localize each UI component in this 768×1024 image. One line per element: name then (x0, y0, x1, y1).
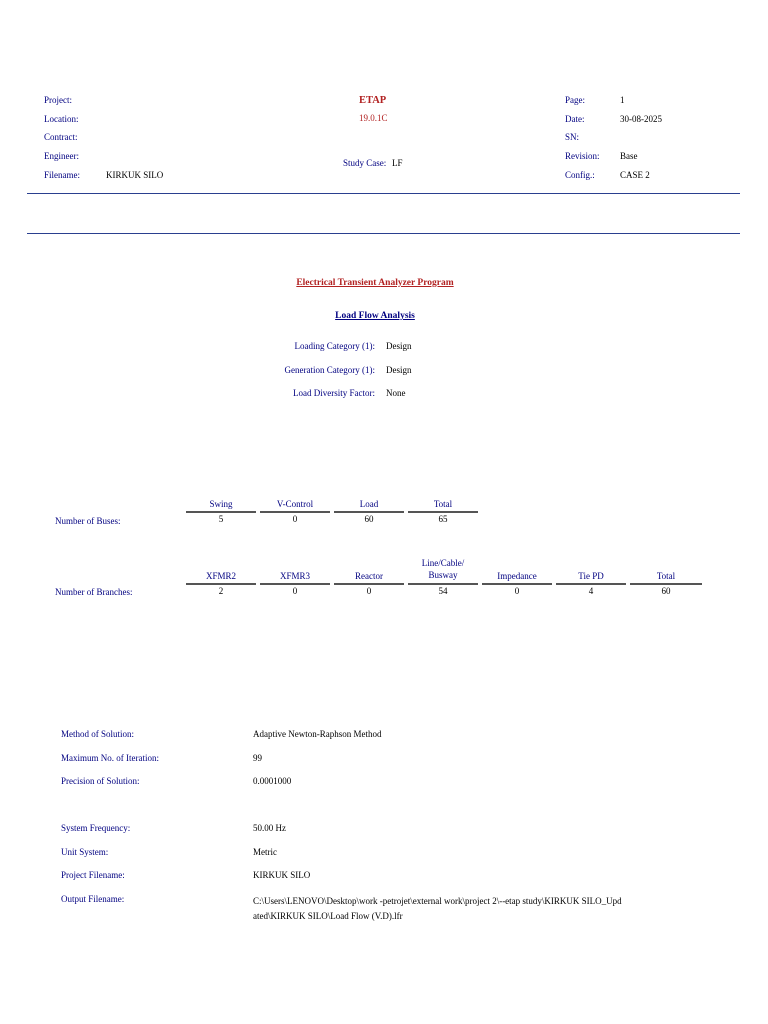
bus-header-total: Total (433, 499, 453, 509)
bus-value-vcontrol: 0 (292, 514, 298, 524)
branch-header-xfmr2: XFMR2 (205, 571, 236, 581)
branch-value-reactor: 0 (366, 586, 372, 596)
sn-label: SN: (565, 132, 580, 142)
bus-value-total: 65 (438, 514, 448, 524)
contract-label: Contract: (44, 132, 78, 142)
bus-header-swing: Swing (209, 499, 233, 509)
branch-header-impedance: Impedance (497, 571, 537, 581)
bus-header-vcontrol: V-Control (276, 499, 314, 509)
output-filename-value: C:\Users\LENOVO\Desktop\work -petrojet\external work\project 2\--etap study\KIRKUK SILO_Updated\KIRKUK SILO\Load Flow (V.D).lfr (253, 896, 622, 921)
system-frequency-value: 50.00 Hz (253, 823, 286, 833)
max-iteration-label: Maximum No. of Iteration: (61, 753, 159, 763)
project-filename-label: Project Filename: (61, 870, 125, 880)
branch-value-line-cable-busway: 54 (438, 586, 448, 596)
system-frequency-label: System Frequency: (61, 823, 131, 833)
branch-col-rule (408, 583, 478, 585)
branch-col-rule (630, 583, 702, 585)
project-label: Project: (44, 95, 72, 105)
date-value: 30-08-2025 (620, 114, 662, 124)
config-label: Config.: (565, 170, 595, 180)
filename-label: Filename: (44, 170, 80, 180)
location-label: Location: (44, 114, 79, 124)
page-label: Page: (565, 95, 585, 105)
revision-value: Base (620, 151, 638, 161)
unit-system-label: Unit System: (61, 847, 109, 857)
branch-value-xfmr2: 2 (218, 586, 224, 596)
unit-system-value: Metric (253, 847, 277, 857)
header-divider-bottom (27, 233, 740, 234)
branch-header-xfmr3: XFMR3 (279, 571, 310, 581)
program-title: Electrical Transient Analyzer Program (296, 278, 454, 288)
bus-col-rule (408, 511, 478, 513)
load-diversity-label: Load Diversity Factor: (293, 388, 375, 398)
max-iteration-value: 99 (253, 753, 262, 763)
branch-value-tie-pd: 4 (588, 586, 594, 596)
bus-value-load: 60 (364, 514, 374, 524)
branch-value-total: 60 (661, 586, 671, 596)
load-diversity-value: None (386, 388, 406, 398)
branch-header-line-cable-busway: Line/Cable/ Busway (421, 558, 465, 580)
bus-col-rule (334, 511, 404, 513)
buses-row-label: Number of Buses: (55, 516, 121, 526)
branch-header-reactor: Reactor (355, 571, 383, 581)
date-label: Date: (565, 114, 585, 124)
branch-col-rule (186, 583, 256, 585)
config-value: CASE 2 (620, 170, 650, 180)
branch-value-xfmr3: 0 (292, 586, 298, 596)
precision-label: Precision of Solution: (61, 776, 140, 786)
generation-category-value: Design (386, 365, 412, 375)
loading-category-label: Loading Category (1): (294, 341, 375, 351)
loading-category-value: Design (386, 341, 412, 351)
branch-value-impedance: 0 (514, 586, 520, 596)
page-number: 1 (620, 95, 625, 105)
branch-col-rule (334, 583, 404, 585)
bus-col-rule (260, 511, 330, 513)
revision-label: Revision: (565, 151, 600, 161)
study-case-label: Study Case: (343, 158, 387, 168)
branches-row-label: Number of Branches: (55, 587, 133, 597)
header-divider-top (27, 193, 740, 194)
branch-col-rule (482, 583, 552, 585)
study-case-value: LF (392, 158, 403, 168)
filename-value: KIRKUK SILO (106, 170, 164, 180)
analysis-title: Load Flow Analysis (335, 311, 415, 321)
bus-value-swing: 5 (218, 514, 224, 524)
bus-col-rule (186, 511, 256, 513)
app-name: ETAP (359, 95, 387, 106)
branch-col-rule (556, 583, 626, 585)
app-version: 19.0.1C (359, 113, 388, 123)
branch-header-tie-pd: Tie PD (578, 571, 604, 581)
output-filename-label: Output Filename: (61, 894, 125, 904)
bus-header-load: Load (359, 499, 379, 509)
method-of-solution-value: Adaptive Newton-Raphson Method (253, 729, 382, 739)
precision-value: 0.0001000 (253, 776, 292, 786)
branch-col-rule (260, 583, 330, 585)
engineer-label: Engineer: (44, 151, 79, 161)
method-of-solution-label: Method of Solution: (61, 729, 135, 739)
project-filename-value: KIRKUK SILO (253, 870, 311, 880)
generation-category-label: Generation Category (1): (284, 365, 375, 375)
branch-header-total: Total (656, 571, 676, 581)
